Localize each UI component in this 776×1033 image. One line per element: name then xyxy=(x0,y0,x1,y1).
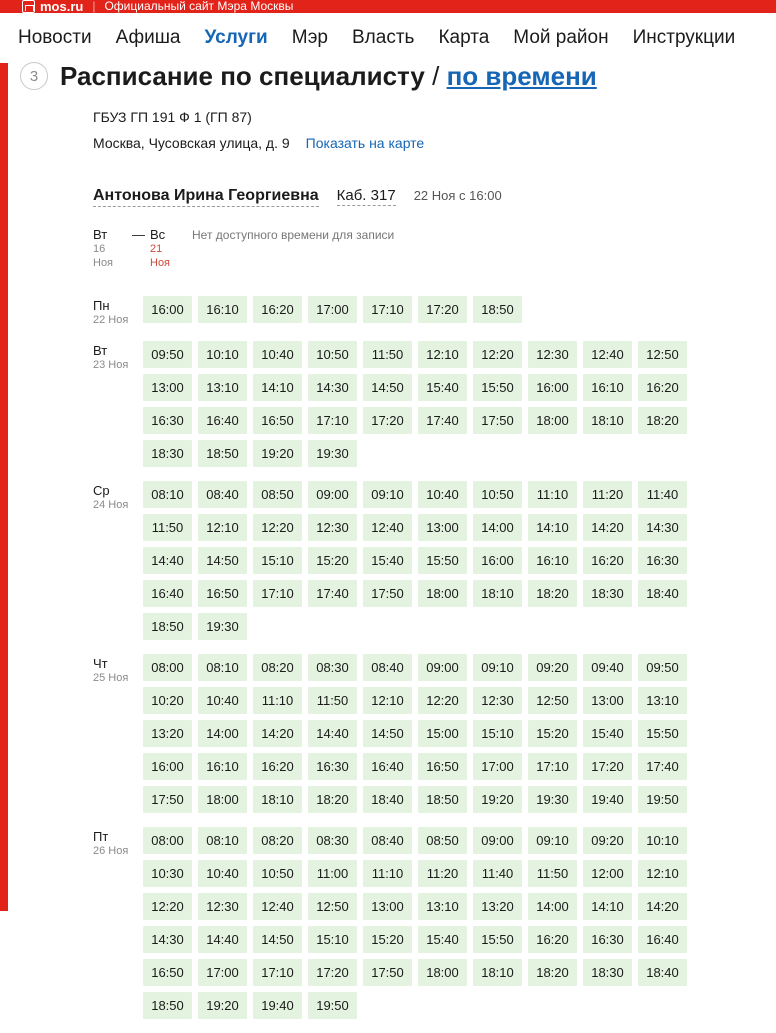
time-slot-button[interactable]: 11:50 xyxy=(143,514,192,541)
schedule-day-dow: Пт xyxy=(93,829,109,844)
time-slot-button[interactable]: 16:30 xyxy=(583,926,632,953)
time-slot-button[interactable]: 15:10 xyxy=(308,926,357,953)
nav-item-my-district[interactable]: Мой район xyxy=(513,26,609,48)
time-slot-button[interactable]: 16:10 xyxy=(583,374,632,401)
schedule-day-date: 25 Ноя xyxy=(93,672,129,684)
schedule-day-date: 26 Ноя xyxy=(93,845,129,857)
time-slot-button[interactable]: 16:40 xyxy=(363,753,412,780)
time-slot-button[interactable]: 08:00 xyxy=(143,827,192,854)
doctor-row xyxy=(0,187,776,207)
time-slot-button[interactable]: 12:20 xyxy=(418,687,467,714)
time-slot-button[interactable]: 17:10 xyxy=(253,580,302,607)
time-slot-button[interactable]: 17:20 xyxy=(418,296,467,323)
time-slot-button[interactable]: 14:10 xyxy=(583,893,632,920)
time-slot-button[interactable]: 16:10 xyxy=(528,547,577,574)
by-time-link[interactable]: по времени xyxy=(446,60,597,91)
time-slot-button[interactable]: 14:20 xyxy=(638,893,687,920)
time-slot-button[interactable]: 08:10 xyxy=(198,827,247,854)
time-slot-button[interactable]: 11:10 xyxy=(363,860,412,887)
schedule-slot-group xyxy=(143,341,703,467)
clinic-block xyxy=(0,109,776,151)
time-slot-button[interactable]: 13:00 xyxy=(363,893,412,920)
nav-item-news[interactable]: Новости xyxy=(18,26,92,48)
schedule-day-dow: Чт xyxy=(93,656,108,671)
time-slot-button[interactable]: 14:20 xyxy=(253,720,302,747)
time-slot-button[interactable]: 10:20 xyxy=(143,687,192,714)
unavailable-range-from-date: 16 Ноя xyxy=(93,243,114,269)
time-slot-button[interactable]: 08:40 xyxy=(198,481,247,508)
clinic-address: Москва, Чусовская улица, д. 9 xyxy=(93,135,290,151)
time-slot-button[interactable]: 15:10 xyxy=(253,547,302,574)
time-slot-button[interactable]: 16:00 xyxy=(473,547,522,574)
time-slot-button[interactable]: 13:10 xyxy=(638,687,687,714)
time-slot-button[interactable]: 12:20 xyxy=(143,893,192,920)
time-slot-button[interactable]: 08:20 xyxy=(253,827,302,854)
time-slot-button[interactable]: 12:10 xyxy=(418,341,467,368)
time-slot-button[interactable]: 12:50 xyxy=(528,687,577,714)
nav-item-government[interactable]: Власть xyxy=(352,26,415,48)
time-slot-button[interactable]: 18:20 xyxy=(308,786,357,813)
time-slot-button[interactable]: 15:50 xyxy=(473,926,522,953)
schedule-slot-group xyxy=(143,296,522,323)
time-slot-button[interactable]: 19:20 xyxy=(198,992,247,1019)
time-slot-button[interactable]: 19:30 xyxy=(528,786,577,813)
schedule-day-row xyxy=(93,827,776,1019)
time-slot-button[interactable]: 09:50 xyxy=(638,654,687,681)
time-slot-button[interactable]: 17:00 xyxy=(198,959,247,986)
clinic-name: ГБУЗ ГП 191 Ф 1 (ГП 87) xyxy=(93,109,252,125)
time-slot-button[interactable]: 16:20 xyxy=(253,753,302,780)
time-slot-button[interactable]: 14:30 xyxy=(638,514,687,541)
time-slot-button[interactable]: 09:20 xyxy=(583,827,632,854)
time-slot-button[interactable]: 18:50 xyxy=(143,613,192,640)
time-slot-button[interactable]: 18:10 xyxy=(583,407,632,434)
time-slot-button[interactable]: 18:10 xyxy=(253,786,302,813)
time-slot-button[interactable]: 17:10 xyxy=(363,296,412,323)
time-slot-button[interactable]: 16:00 xyxy=(143,753,192,780)
time-slot-button[interactable]: 12:40 xyxy=(583,341,632,368)
time-slot-button[interactable]: 15:50 xyxy=(418,547,467,574)
time-slot-button[interactable]: 13:20 xyxy=(143,720,192,747)
time-slot-button[interactable]: 18:10 xyxy=(473,580,522,607)
time-slot-button[interactable]: 19:30 xyxy=(198,613,247,640)
mos-ru-logo[interactable] xyxy=(22,0,83,14)
schedule-day-label xyxy=(93,827,143,858)
time-slot-button[interactable]: 10:10 xyxy=(198,341,247,368)
time-slot-button[interactable]: 12:20 xyxy=(473,341,522,368)
time-slot-button[interactable]: 14:40 xyxy=(198,926,247,953)
time-slot-button[interactable]: 08:10 xyxy=(198,654,247,681)
time-slot-button[interactable]: 18:00 xyxy=(418,580,467,607)
time-slot-button[interactable]: 15:50 xyxy=(473,374,522,401)
time-slot-button[interactable]: 18:50 xyxy=(198,440,247,467)
time-slot-button[interactable]: 16:40 xyxy=(198,407,247,434)
time-slot-button[interactable]: 14:10 xyxy=(253,374,302,401)
time-slot-button[interactable]: 09:50 xyxy=(143,341,192,368)
nav-item-map[interactable]: Карта xyxy=(438,26,490,48)
time-slot-button[interactable]: 15:40 xyxy=(583,720,632,747)
time-slot-button[interactable]: 19:40 xyxy=(253,992,302,1019)
time-slot-button[interactable]: 12:10 xyxy=(363,687,412,714)
doctor-available-from: 22 Ноя с 16:00 xyxy=(413,188,502,203)
mos-ru-topbar xyxy=(0,0,776,13)
page-title-text: Расписание по специалисту xyxy=(60,60,425,91)
time-slot-button[interactable]: 17:00 xyxy=(308,296,357,323)
topbar-subtitle: Официальный сайт Мэра Москвы xyxy=(104,0,294,13)
schedule-day-label xyxy=(93,296,143,327)
time-slot-button[interactable]: 12:30 xyxy=(308,514,357,541)
nav-item-afisha[interactable]: Афиша xyxy=(115,26,181,48)
time-slot-button[interactable]: 19:20 xyxy=(253,440,302,467)
nav-item-mayor[interactable]: Мэр xyxy=(291,26,328,48)
time-slot-button[interactable]: 19:50 xyxy=(638,786,687,813)
time-slot-button[interactable]: 14:50 xyxy=(253,926,302,953)
time-slot-button[interactable]: 16:50 xyxy=(253,407,302,434)
time-slot-button[interactable]: 16:30 xyxy=(308,753,357,780)
schedule-day-dow: Пн xyxy=(93,298,110,313)
time-slot-button[interactable]: 10:40 xyxy=(253,341,302,368)
time-slot-button[interactable]: 16:50 xyxy=(143,959,192,986)
time-slot-button[interactable]: 17:50 xyxy=(363,580,412,607)
time-slot-button[interactable]: 08:30 xyxy=(308,827,357,854)
time-slot-button[interactable]: 11:40 xyxy=(638,481,687,508)
time-slot-button[interactable]: 16:30 xyxy=(143,407,192,434)
time-slot-button[interactable]: 10:50 xyxy=(253,860,302,887)
time-slot-button[interactable]: 15:20 xyxy=(308,547,357,574)
time-slot-button[interactable]: 12:40 xyxy=(253,893,302,920)
time-slot-button[interactable]: 12:50 xyxy=(308,893,357,920)
page-content xyxy=(0,55,776,1033)
time-slot-button[interactable]: 16:10 xyxy=(198,753,247,780)
schedule-day-dow: Ср xyxy=(93,483,110,498)
time-slot-button[interactable]: 11:10 xyxy=(528,481,577,508)
time-slot-button[interactable]: 15:20 xyxy=(363,926,412,953)
time-slot-button[interactable]: 17:50 xyxy=(473,407,522,434)
schedule-day-label xyxy=(93,654,143,685)
time-slot-button[interactable]: 10:40 xyxy=(198,860,247,887)
time-slot-button[interactable]: 09:00 xyxy=(418,654,467,681)
schedule-day-dow: Вт xyxy=(93,343,108,358)
time-slot-button[interactable]: 16:40 xyxy=(143,580,192,607)
time-slot-button[interactable]: 16:50 xyxy=(198,580,247,607)
time-slot-button[interactable]: 15:40 xyxy=(418,926,467,953)
time-slot-button[interactable]: 12:40 xyxy=(363,514,412,541)
time-slot-button[interactable]: 14:50 xyxy=(198,547,247,574)
time-slot-button[interactable]: 14:30 xyxy=(143,926,192,953)
time-slot-button[interactable]: 09:10 xyxy=(363,481,412,508)
doctor-room: Каб. 317 xyxy=(336,187,396,204)
time-slot-button[interactable]: 13:20 xyxy=(473,893,522,920)
schedule-slot-group xyxy=(143,481,703,640)
schedule-slot-group xyxy=(143,827,703,1019)
time-slot-button[interactable]: 10:50 xyxy=(308,341,357,368)
time-slot-button[interactable]: 14:50 xyxy=(363,374,412,401)
time-slot-button[interactable]: 16:10 xyxy=(198,296,247,323)
time-slot-button[interactable]: 17:40 xyxy=(308,580,357,607)
time-slot-button[interactable]: 18:00 xyxy=(198,786,247,813)
time-slot-button[interactable]: 19:30 xyxy=(308,440,357,467)
nav-item-services[interactable]: Услуги xyxy=(204,26,268,48)
schedule-day-label xyxy=(93,341,143,372)
time-slot-button[interactable]: 19:40 xyxy=(583,786,632,813)
time-slot-button[interactable]: 18:10 xyxy=(473,959,522,986)
time-slot-button[interactable]: 19:50 xyxy=(308,992,357,1019)
time-slot-button[interactable]: 16:30 xyxy=(638,547,687,574)
time-slot-button[interactable]: 08:40 xyxy=(363,827,412,854)
schedule-day-row xyxy=(93,654,776,813)
time-slot-button[interactable]: 10:40 xyxy=(198,687,247,714)
time-slot-button[interactable]: 18:20 xyxy=(638,407,687,434)
time-slot-button[interactable]: 17:20 xyxy=(363,407,412,434)
page-title-slash: / xyxy=(432,60,440,91)
time-slot-button[interactable]: 18:00 xyxy=(418,959,467,986)
time-slot-button[interactable]: 12:50 xyxy=(638,341,687,368)
time-slot-button[interactable]: 11:20 xyxy=(418,860,467,887)
time-slot-button[interactable]: 09:40 xyxy=(583,654,632,681)
time-slot-button[interactable]: 13:00 xyxy=(143,374,192,401)
time-slot-button[interactable]: 11:10 xyxy=(253,687,302,714)
time-slot-button[interactable]: 18:40 xyxy=(638,959,687,986)
time-slot-button[interactable]: 18:30 xyxy=(143,440,192,467)
time-slot-button[interactable]: 17:40 xyxy=(638,753,687,780)
time-slot-button[interactable]: 10:50 xyxy=(473,481,522,508)
time-slot-button[interactable]: 12:30 xyxy=(528,341,577,368)
time-slot-button[interactable]: 17:50 xyxy=(143,786,192,813)
time-slot-button[interactable]: 17:20 xyxy=(308,959,357,986)
time-slot-button[interactable]: 16:00 xyxy=(528,374,577,401)
time-slot-button[interactable]: 09:00 xyxy=(473,827,522,854)
show-on-map-link[interactable]: Показать на карте xyxy=(305,135,425,151)
time-slot-button[interactable]: 12:00 xyxy=(583,860,632,887)
time-slot-button[interactable]: 14:00 xyxy=(528,893,577,920)
time-slot-button[interactable]: 19:20 xyxy=(473,786,522,813)
time-slot-button[interactable]: 16:40 xyxy=(638,926,687,953)
time-slot-button[interactable]: 18:50 xyxy=(473,296,522,323)
time-slot-button[interactable]: 08:00 xyxy=(143,654,192,681)
time-slot-button[interactable]: 17:10 xyxy=(308,407,357,434)
schedule-day-row xyxy=(93,296,776,327)
schedule-day-row xyxy=(93,481,776,640)
unavailable-range-from-dow: Вт xyxy=(93,227,108,242)
time-slot-button[interactable]: 18:20 xyxy=(528,959,577,986)
unavailable-range-dash: — xyxy=(132,227,145,242)
time-slot-button[interactable]: 14:10 xyxy=(528,514,577,541)
time-slot-button[interactable]: 14:50 xyxy=(363,720,412,747)
time-slot-button[interactable]: 09:20 xyxy=(528,654,577,681)
time-slot-button[interactable]: 17:10 xyxy=(253,959,302,986)
time-slot-button[interactable]: 16:20 xyxy=(253,296,302,323)
time-slot-button[interactable]: 11:50 xyxy=(528,860,577,887)
mos-ru-logo-icon xyxy=(22,0,35,13)
time-slot-button[interactable]: 09:00 xyxy=(308,481,357,508)
time-slot-button[interactable]: 14:00 xyxy=(198,720,247,747)
time-slot-button[interactable]: 12:10 xyxy=(198,514,247,541)
time-slot-button[interactable]: 15:10 xyxy=(473,720,522,747)
unavailable-range-to xyxy=(150,227,184,270)
time-slot-button[interactable]: 08:50 xyxy=(418,827,467,854)
schedule-day-date: 22 Ноя xyxy=(93,314,129,326)
time-slot-button[interactable]: 14:00 xyxy=(473,514,522,541)
time-slot-button[interactable]: 17:40 xyxy=(418,407,467,434)
time-slot-button[interactable]: 08:30 xyxy=(308,654,357,681)
schedule-day-row xyxy=(93,341,776,467)
time-slot-button[interactable]: 16:20 xyxy=(638,374,687,401)
time-slot-button[interactable]: 18:50 xyxy=(418,786,467,813)
schedule-day-date: 23 Ноя xyxy=(93,359,129,371)
time-slot-button[interactable]: 11:20 xyxy=(583,481,632,508)
time-slot-button[interactable]: 11:50 xyxy=(363,341,412,368)
time-slot-button[interactable]: 12:30 xyxy=(473,687,522,714)
time-slot-button[interactable]: 16:20 xyxy=(583,547,632,574)
schedule-slot-group xyxy=(143,654,703,813)
time-slot-button[interactable]: 16:00 xyxy=(143,296,192,323)
time-slot-button[interactable]: 09:10 xyxy=(528,827,577,854)
time-slot-button[interactable]: 12:10 xyxy=(638,860,687,887)
time-slot-button[interactable]: 16:50 xyxy=(418,753,467,780)
schedule-day-label xyxy=(93,481,143,512)
time-slot-button[interactable]: 15:40 xyxy=(363,547,412,574)
time-slot-button[interactable]: 13:10 xyxy=(198,374,247,401)
time-slot-button[interactable]: 17:20 xyxy=(583,753,632,780)
time-slot-button[interactable]: 18:30 xyxy=(583,959,632,986)
schedule-list xyxy=(0,227,776,1019)
schedule-day-date: 24 Ноя xyxy=(93,499,129,511)
time-slot-button[interactable]: 14:20 xyxy=(583,514,632,541)
time-slot-button[interactable]: 12:30 xyxy=(198,893,247,920)
time-slot-button[interactable]: 18:40 xyxy=(363,786,412,813)
time-slot-button[interactable]: 14:40 xyxy=(308,720,357,747)
time-slot-button[interactable]: 18:40 xyxy=(638,580,687,607)
time-slot-button[interactable]: 10:10 xyxy=(638,827,687,854)
time-slot-button[interactable]: 10:30 xyxy=(143,860,192,887)
page-title xyxy=(60,61,597,92)
unavailable-range-to-date: 21 Ноя xyxy=(150,243,171,269)
time-slot-button[interactable]: 08:10 xyxy=(143,481,192,508)
time-slot-button[interactable]: 14:40 xyxy=(143,547,192,574)
schedule-days-container xyxy=(93,296,776,1019)
unavailable-range-to-dow: Вс xyxy=(150,227,166,242)
time-slot-button[interactable]: 13:10 xyxy=(418,893,467,920)
time-slot-button[interactable]: 08:20 xyxy=(253,654,302,681)
unavailable-range-from xyxy=(93,227,127,270)
page-title-row xyxy=(0,55,776,97)
clinic-address-row xyxy=(93,135,776,151)
time-slot-button[interactable]: 15:50 xyxy=(638,720,687,747)
time-slot-button[interactable]: 11:50 xyxy=(308,687,357,714)
nav-item-instructions[interactable]: Инструкции xyxy=(632,26,736,48)
time-slot-button[interactable]: 18:50 xyxy=(143,992,192,1019)
time-slot-button[interactable]: 15:20 xyxy=(528,720,577,747)
time-slot-button[interactable]: 17:50 xyxy=(363,959,412,986)
time-slot-button[interactable]: 08:50 xyxy=(253,481,302,508)
time-slot-button[interactable]: 17:10 xyxy=(528,753,577,780)
time-slot-button[interactable]: 15:40 xyxy=(418,374,467,401)
time-slot-button[interactable]: 16:20 xyxy=(528,926,577,953)
time-slot-button[interactable]: 08:40 xyxy=(363,654,412,681)
time-slot-button[interactable]: 11:40 xyxy=(473,860,522,887)
time-slot-button[interactable]: 17:00 xyxy=(473,753,522,780)
mos-ru-logo-text: mos.ru xyxy=(40,0,84,14)
unavailable-range-row xyxy=(93,227,776,270)
time-slot-button[interactable]: 18:30 xyxy=(583,580,632,607)
time-slot-button[interactable]: 10:40 xyxy=(418,481,467,508)
time-slot-button[interactable]: 18:20 xyxy=(528,580,577,607)
doctor-name[interactable]: Антонова Ирина Георгиевна xyxy=(93,187,319,207)
step-number-badge: 3 xyxy=(20,62,48,90)
time-slot-button[interactable]: 13:00 xyxy=(583,687,632,714)
time-slot-button[interactable]: 13:00 xyxy=(418,514,467,541)
time-slot-button[interactable]: 12:20 xyxy=(253,514,302,541)
unavailable-range-note: Нет доступного времени для записи xyxy=(192,228,395,242)
time-slot-button[interactable]: 18:00 xyxy=(528,407,577,434)
time-slot-button[interactable]: 15:00 xyxy=(418,720,467,747)
time-slot-button[interactable]: 14:30 xyxy=(308,374,357,401)
time-slot-button[interactable]: 11:00 xyxy=(308,860,357,887)
topbar-separator: | xyxy=(92,0,96,13)
time-slot-button[interactable]: 09:10 xyxy=(473,654,522,681)
